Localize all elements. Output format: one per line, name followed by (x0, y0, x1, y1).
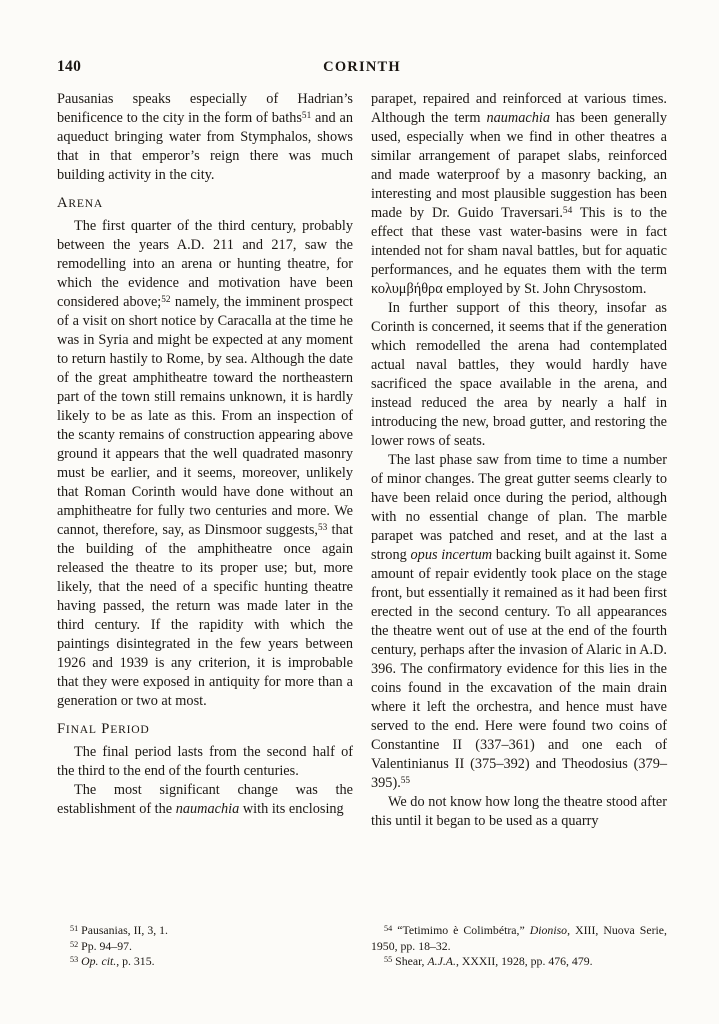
footnote (371, 954, 667, 970)
text-run: The final period lasts from the second half of the third to the end of the fourth centuries. (57, 744, 353, 779)
footnote-reference: 51 (301, 111, 312, 121)
text-run: and an aqueduct bringing water from Stymphalos, shows that in that emperor’s reign there was much building activity in the city. (57, 110, 353, 183)
paragraph (371, 793, 667, 831)
paragraph (57, 90, 353, 185)
italic-text: Dioniso (529, 923, 568, 937)
footnote-number: 51 (70, 924, 79, 933)
italic-text: naumachia (175, 801, 240, 817)
text-run: has been generally used, especially when we find in other theatres a similar arrangement of parapet slabs, reinforced and made waterproof by a masonry backing, an interesting and most plausible suggestion has been made by Dr. Guido Traversari. (371, 110, 667, 221)
running-title: CORINTH (323, 59, 401, 75)
text-run: , p. 315. (116, 954, 155, 969)
paragraph (57, 743, 353, 781)
text-run: , XIII, Nuova Serie, 1950, pp. 18–32. (371, 923, 667, 953)
page-header (57, 58, 667, 78)
page-number: 140 (57, 58, 82, 75)
footnotes-left-column (57, 923, 353, 970)
two-column-text-block (57, 90, 667, 831)
text-run: We do not know how long the theatre stood after this until it began to be used as a quarry (371, 794, 667, 829)
text-run: parapet, repaired and reinforced at various times. Although the term (371, 91, 667, 126)
text-run: namely, the imminent prospect of a visit on short notice by Caracalla at the time he was in Syria and might be expected at any moment to return hastily to Rome, by sea. Although the date of the great amphitheatre toward the northeastern part of the town still remains unknown, it is hardly likely to be as late as this. From an inspection of the scanty remains of construction appearing above ground it appears that the well quadrated masonry must be earlier, and it seems, moreover, unlikely that Roman Corinth would have done without an amphitheatre for fully two centuries and more. We cannot, therefore, say, as Dinsmoor suggests, (57, 294, 353, 538)
footnote (57, 954, 353, 970)
text-run: with its enclosing (239, 801, 344, 817)
footnote-reference: 55 (400, 776, 411, 786)
footnotes-block (57, 923, 667, 970)
italic-text: naumachia (486, 110, 550, 126)
text-run: Pp. 94–97. (81, 938, 132, 953)
text-run: The most significant change was the establishment of the (57, 782, 353, 817)
text-run: Shear, (395, 954, 428, 969)
text-run: Pausanias speaks especially of Hadrian’s benificence to the city in the form of baths (57, 91, 353, 126)
footnote-number: 53 (70, 955, 79, 965)
footnote-number: 52 (70, 939, 79, 949)
paragraph (371, 90, 667, 299)
text-run: , XXXII, 1928, pp. 476, 479. (455, 954, 593, 969)
paragraph (371, 299, 667, 451)
text-run: “Tetimimo è Colimbétra,” (397, 923, 530, 937)
section-heading: ARENA (57, 195, 104, 211)
paragraph (57, 217, 353, 711)
italic-text: A.J.A. (427, 954, 456, 969)
text-run: backing built against it. Some amount of repair evidently took place on the stage front, but essentially it remained as it had been first erected in the second century. To all appearances the theatre went out of use at the end of the fourth century, perhaps after the invasion of Alaric in A.D. 396. The confirmatory evidence for this lies in the coins found in the excavation of the main drain where it left the orchestra, and hence must have served to the end. Here were found two coins of Constantine II (337–361) and one each of Valentinianus II (375–392) and Theodosius (379–395). (371, 547, 667, 791)
left-column (57, 90, 353, 831)
text-run: The last phase saw from time to time a number of minor changes. The great gutter seems clearly to have been relaid once during the period, although with no essential change of plan. The marble parapet was patched and reset, and at the last a strong (371, 452, 667, 563)
footnote-reference: 54 (562, 206, 573, 216)
italic-text: Op. cit. (81, 954, 117, 969)
right-column (371, 90, 667, 831)
footnotes-right-column (371, 923, 667, 970)
text-run: Pausanias, II, 3, 1. (81, 923, 168, 937)
footnote-number: 54 (384, 924, 393, 933)
paragraph (371, 451, 667, 793)
footnote (57, 923, 353, 939)
footnote (371, 923, 667, 954)
section-heading: FINAL PERIOD (57, 721, 150, 737)
footnote-number: 55 (384, 955, 393, 965)
text-run: The first quarter of the third century, probably between the years A.D. 211 and 217, saw the remodelling into an arena or hunting theatre, for which the evidence and motivation have been considered above; (57, 218, 353, 310)
italic-text: opus incertum (410, 547, 493, 563)
text-run: This is to the effect that these vast water-basins were in fact intended not for sham naval battles, but for aquatic performances, and he equates them with the term κολυμβήθρα employed by St. John Chrysostom. (371, 205, 667, 297)
footnote-reference: 53 (318, 523, 328, 533)
footnote (57, 939, 353, 955)
paragraph (57, 781, 353, 819)
text-run: In further support of this theory, insofar as Corinth is concerned, it seems that if the generation which remodelled the arena had contemplated actual naval battles, they would hardly have sacrificed the space available in the arena, and instead reduced the area by nearly a half in introducing the new, broad gutter, and restoring the lower rows of seats. (371, 300, 667, 449)
text-run: that the building of the amphitheatre once again released the theatre to its proper use; but, more likely, that the need of a specific hunting theatre having passed, the return was made later in the third century. If the rapidity with which the paintings disintegrated in the few years between 1926 and 1939 is any criterion, it is improbable that they were exposed in antiquity for more than a generation or two at most. (57, 522, 353, 709)
footnote-reference: 52 (161, 295, 171, 305)
